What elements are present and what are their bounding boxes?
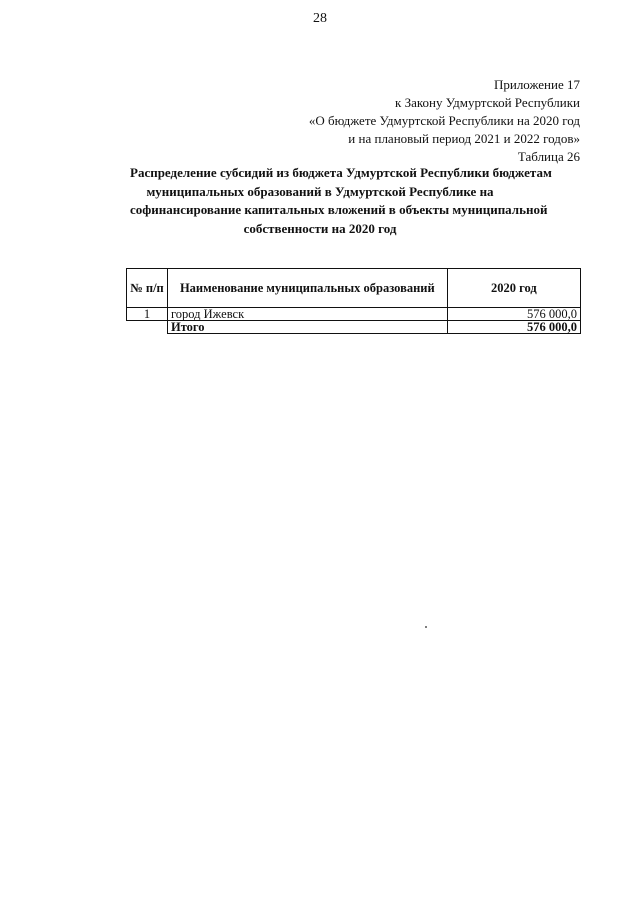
appendix-line: к Закону Удмуртской Республики (395, 95, 580, 110)
total-value: 576 000,0 (447, 321, 580, 334)
page-number: 28 (313, 11, 327, 26)
title-line: муниципальных образований в Удмуртской Республике на (146, 183, 494, 199)
total-row (127, 321, 581, 334)
title-line: Распределение субсидий из бюджета Удмуртской Республики бюджетам (130, 165, 552, 180)
table-number: Таблица 26 (517, 149, 580, 164)
appendix-line: и на плановый период 2021 и 2022 годов» (348, 131, 580, 146)
title-line: софинансирование капитальных вложений в объекты муниципальной (130, 202, 548, 217)
appendix-line: Приложение 17 (493, 77, 580, 92)
row-value: 576 000,0 (447, 308, 580, 321)
header-year: 2020 год (447, 269, 580, 308)
header-municipality: Наименование муниципальных образований (167, 269, 447, 308)
table-header-row (127, 269, 581, 308)
document-title (130, 164, 552, 238)
header-number: № п/п (127, 269, 168, 308)
appendix-header (309, 76, 580, 166)
total-empty-cell (127, 321, 168, 334)
appendix-line: «О бюджете Удмуртской Республики на 2020 год (308, 113, 580, 128)
total-label: Итого (167, 321, 447, 334)
title-line: собственности на 2020 год (243, 220, 397, 236)
row-number: 1 (127, 308, 168, 321)
scan-speck (425, 626, 427, 628)
subsidy-table (126, 268, 581, 334)
table-row (127, 308, 581, 321)
row-municipality: город Ижевск (167, 308, 447, 321)
